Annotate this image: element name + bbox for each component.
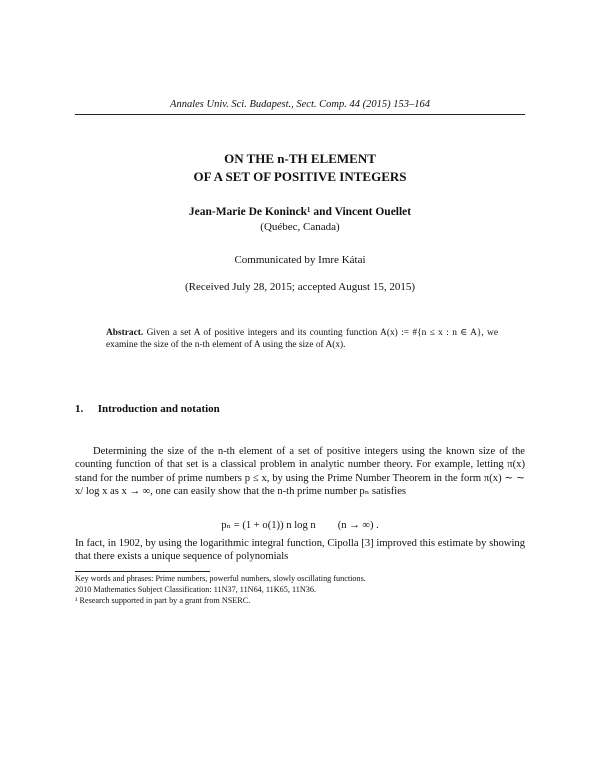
abstract xyxy=(106,327,498,351)
section-number: 1. xyxy=(75,403,84,415)
communicated-by: Communicated by Imre Kátai xyxy=(234,254,366,266)
display-equation xyxy=(75,519,525,531)
footnote-rule xyxy=(75,571,210,572)
header-rule xyxy=(75,114,525,115)
footnote-msc: 2010 Mathematics Subject Classification: 11N37, 11N64, 11K65, 11N36. xyxy=(75,585,316,594)
abstract-text: Given a set A of positive integers and its counting function A(x) := #{n ≤ x : n ∈ A}, we examine the size of the n-th element of A using the size of A(x). xyxy=(106,328,498,351)
footnote-support: ¹ Research supported in part by a grant from NSERC. xyxy=(75,596,251,605)
footnote-keywords: Key words and phrases: Prime numbers, powerful numbers, slowly oscillating functions. xyxy=(75,574,366,583)
equation-condition: (n → ∞) . xyxy=(337,520,379,531)
author-names: Jean-Marie De Koninck¹ and Vincent Ouellet xyxy=(188,206,412,218)
section-heading xyxy=(75,403,525,415)
received-dates: (Received July 28, 2015; accepted August 15, 2015) xyxy=(184,281,416,293)
body-paragraph-2: In fact, in 1902, by using the logarithmic integral function, Cipolla [3] improved this estimate by showing that there exists a unique sequence of polynomials xyxy=(75,538,525,563)
paper-title xyxy=(75,150,525,186)
title-line-1: ON THE n-TH ELEMENT xyxy=(224,151,376,166)
equation-formula: pₙ = (1 + o(1)) n log n xyxy=(221,520,316,531)
author-affiliation: (Québec, Canada) xyxy=(260,221,340,233)
body-paragraph-1: Determining the size of the n-th element of a set of positive integers using the known size of the counting function of that set is a classical problem in analytic number theory. For example, letting π(x) stand for the number of prime numbers p ≤ x, by using the Prime Number Theorem in the form π(x) ∼ ∼ x/ log x as x → ∞, one can easily show that the n-th prime number pₙ satisfies xyxy=(75,446,525,498)
section-title: Introduction and notation xyxy=(97,403,220,415)
abstract-label: Abstract. xyxy=(106,328,144,338)
title-line-2: OF A SET OF POSITIVE INTEGERS xyxy=(193,169,407,184)
running-head: Annales Univ. Sci. Budapest., Sect. Comp. 44 (2015) 153–164 xyxy=(170,99,430,110)
